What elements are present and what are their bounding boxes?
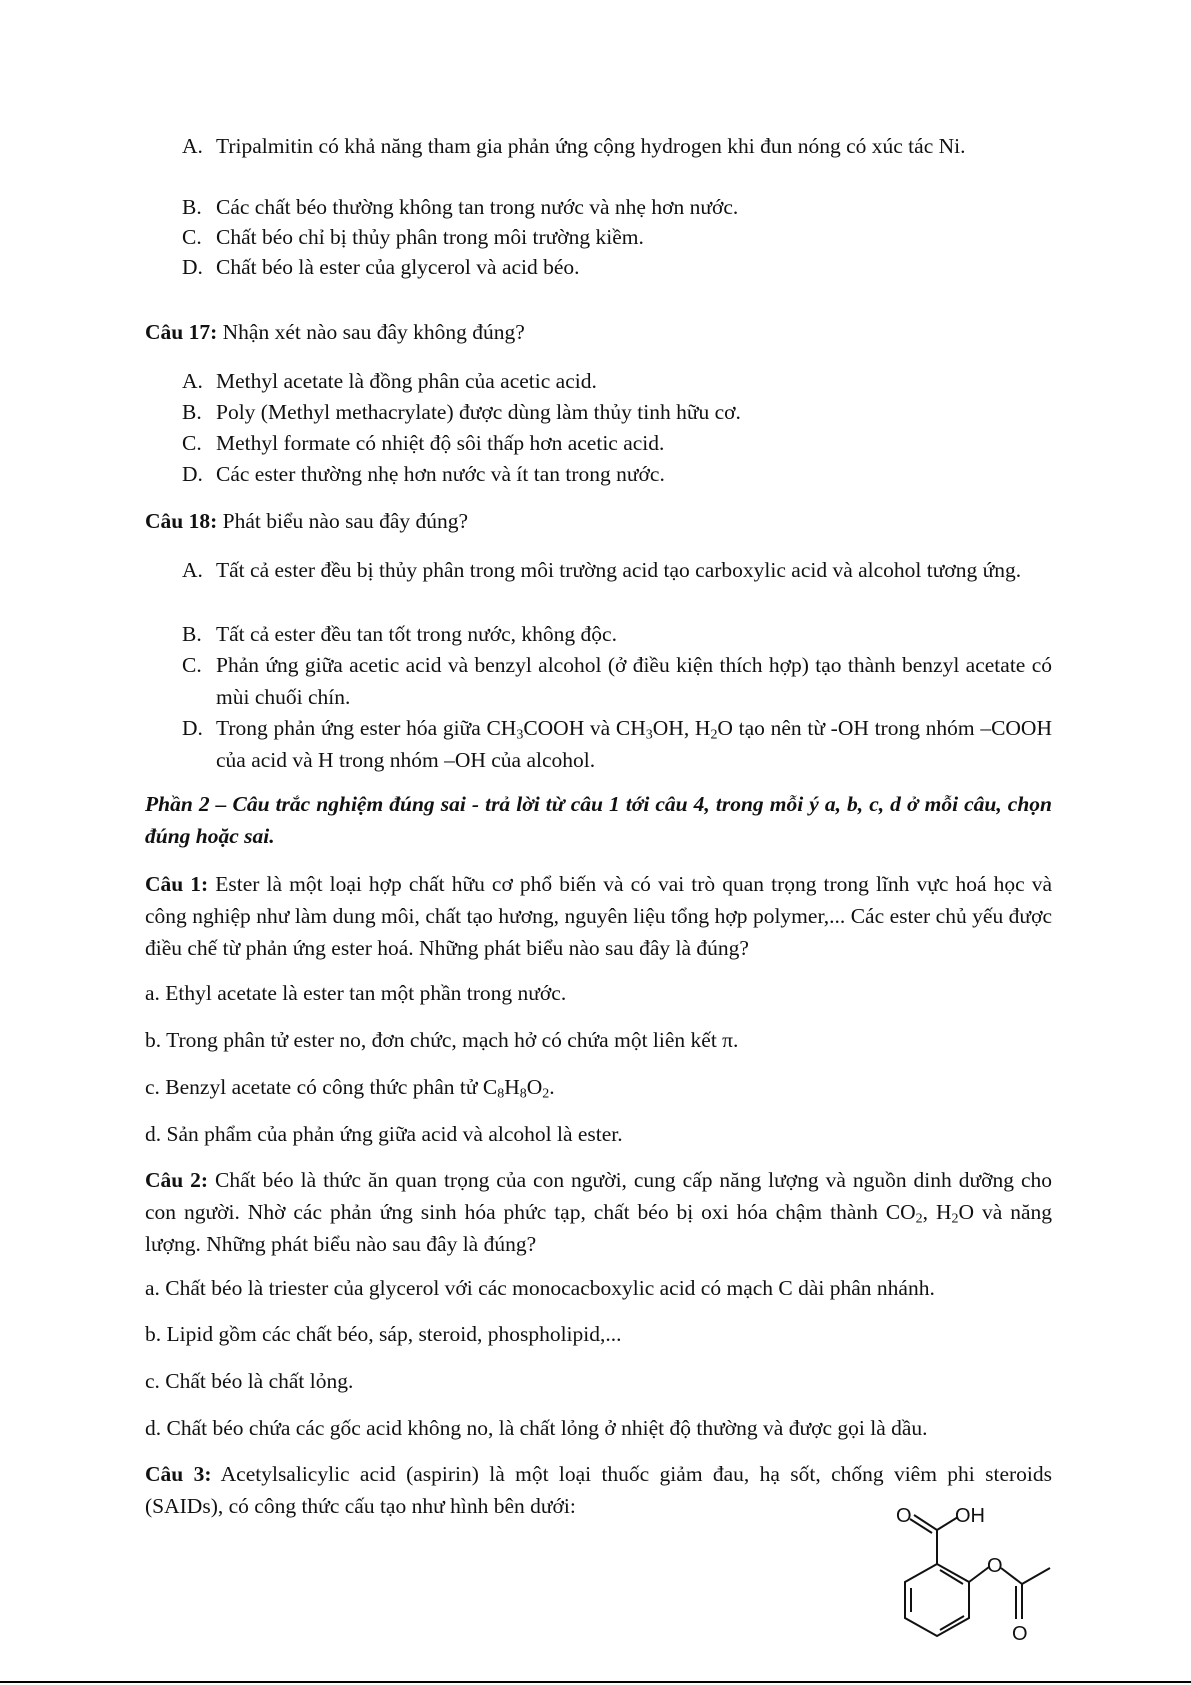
- carbonyl-double-bond: [910, 1519, 932, 1533]
- subscript: 3: [645, 727, 653, 743]
- option-letter: B.: [182, 400, 202, 424]
- q18-option-a: [182, 554, 1052, 586]
- q17-option-b: [182, 396, 1052, 428]
- p2q2-statement-c: c. Chất béo là chất lỏng.: [145, 1369, 354, 1393]
- subscript: 2: [915, 1211, 923, 1227]
- option-text: Tất cả ester đều tan tốt trong nước, không độc.: [216, 622, 617, 646]
- subscript: 8: [497, 1086, 505, 1102]
- subscript: 3: [516, 727, 524, 743]
- q17-option-d: [182, 458, 1052, 490]
- text-run: OH, H: [652, 716, 711, 740]
- q16-option-d: [182, 251, 1052, 283]
- q17-option-c: [182, 427, 1052, 459]
- p2q1-statement-d: d. Sản phẩm của phản ứng giữa acid và alcohol là ester.: [145, 1122, 623, 1146]
- option-text: Tất cả ester đều bị thủy phân trong môi trường acid tạo carboxylic acid và alcohol tương ứng.: [216, 558, 1022, 582]
- p2q1-statement-c: [145, 1071, 1052, 1103]
- part2-question-1: [145, 868, 1052, 964]
- option-letter: A.: [182, 134, 203, 158]
- text-run: c. Benzyl acetate có công thức phân tử C: [145, 1075, 498, 1099]
- q18-option-c: [182, 649, 1052, 713]
- text-run: Trong phản ứng ester hóa giữa CH: [216, 716, 517, 740]
- option-letter: D.: [182, 462, 203, 486]
- option-letter: A.: [182, 558, 203, 582]
- part2-question-2: [145, 1164, 1052, 1260]
- p2q1-statement-b: b. Trong phân tử ester no, đơn chức, mạch hở có chứa một liên kết π.: [145, 1028, 739, 1052]
- question-stem: Nhận xét nào sau đây không đúng?: [217, 320, 525, 344]
- option-text: Poly (Methyl methacrylate) được dùng làm thủy tinh hữu cơ.: [216, 400, 741, 424]
- p2q2-statement-b: b. Lipid gồm các chất béo, sáp, steroid, phospholipid,...: [145, 1322, 622, 1346]
- ester-oxygen-bond: [969, 1567, 989, 1582]
- p2q2-statement-a: a. Chất béo là triester của glycerol với các monocacboxylic acid có mạch C dài phân nhánh.: [145, 1276, 935, 1300]
- question-label: Câu 1:: [145, 872, 209, 896]
- text-run: O: [526, 1075, 543, 1099]
- subscript: 2: [542, 1086, 550, 1102]
- option-letter: C.: [182, 225, 202, 249]
- q18-option-b: [182, 618, 1052, 650]
- text-run: H: [504, 1075, 520, 1099]
- page-bottom-rule: [0, 1681, 1191, 1683]
- option-text: Phản ứng giữa acetic acid và benzyl alcohol (ở điều kiện thích hợp) tạo thành benzyl acetate có mùi chuối chín.: [216, 653, 1052, 709]
- option-letter: D.: [182, 255, 203, 279]
- option-letter: A.: [182, 369, 203, 393]
- option-text: Chất béo là ester của glycerol và acid béo.: [216, 255, 580, 279]
- option-text: Tripalmitin có khả năng tham gia phản ứng cộng hydrogen khi đun nóng có xúc tác Ni.: [216, 134, 966, 158]
- aspirin-bonds: [905, 1515, 1050, 1636]
- benzene-ring: [905, 1564, 969, 1636]
- text-run: COOH và CH: [523, 716, 646, 740]
- subscript: 8: [519, 1086, 527, 1102]
- ester-bond: [1001, 1568, 1022, 1584]
- ester-oxygen-label: O: [987, 1555, 1003, 1577]
- ester-carbonyl-oxygen-label: O: [1012, 1623, 1028, 1645]
- p2q2-statement-d: d. Chất béo chứa các gốc acid không no, là chất lỏng ở nhiệt độ thường và được gọi là dầu.: [145, 1416, 928, 1440]
- aspirin-structure-diagram: [880, 1500, 1080, 1670]
- text-run: Chất béo là thức ăn quan trọng của con người, cung cấp năng lượng và nguồn dinh dưỡng cho con người. Nhờ các phản ứng sinh hóa phức tạp, chất béo bị oxi hóa chậm thành CO: [145, 1168, 1052, 1224]
- question-stem: Ester là một loại hợp chất hữu cơ phổ biến và có vai trò quan trọng trong lĩnh vực hoá học và công nghiệp như làm dung môi, chất tạo hương, nguyên liệu tổng hợp polymer,... Các ester chủ yếu được điều chế từ phản ứng ester hoá. Những phát biểu nào sau đây là đúng?: [145, 872, 1053, 960]
- question-label: Câu 18:: [145, 509, 218, 533]
- p2q1-statement-a: a. Ethyl acetate là ester tan một phần trong nước.: [145, 981, 567, 1005]
- part2-heading: Phần 2 – Câu trắc nghiệm đúng sai - trả lời từ câu 1 tới câu 4, trong mỗi ý a, b, c, d ở mỗi câu, chọn đúng hoặc sai.: [145, 792, 1052, 848]
- hydroxyl-label: OH: [955, 1505, 985, 1527]
- q17-option-a: [182, 365, 1052, 397]
- option-letter: D.: [182, 716, 203, 740]
- option-text: Methyl formate có nhiệt độ sôi thấp hơn acetic acid.: [216, 431, 665, 455]
- option-text: Các ester thường nhẹ hơn nước và ít tan trong nước.: [216, 462, 665, 486]
- option-text: Chất béo chỉ bị thủy phân trong môi trường kiềm.: [216, 225, 644, 249]
- question-17: [145, 316, 1052, 348]
- methyl-bond: [1022, 1568, 1050, 1584]
- question-stem: Phát biểu nào sau đây đúng?: [217, 509, 469, 533]
- text-run: , H: [922, 1200, 952, 1224]
- q16-option-a: [182, 130, 1052, 162]
- option-letter: C.: [182, 653, 202, 677]
- option-letter: B.: [182, 195, 202, 219]
- text-run: O tạo nên từ -OH trong nhóm –COOH của acid và H trong nhóm –OH của alcohol.: [216, 716, 1052, 772]
- q16-option-b: [182, 191, 1052, 223]
- text-run: O và năng lượng. Những phát biểu nào sau đây là đúng?: [145, 1200, 1052, 1256]
- subscript: 2: [951, 1211, 959, 1227]
- question-label: Câu 17:: [145, 320, 218, 344]
- q16-option-c: [182, 221, 1052, 253]
- option-text: [216, 712, 1052, 776]
- subscript: 2: [710, 727, 718, 743]
- question-18: [145, 505, 1052, 537]
- option-text: Methyl acetate là đồng phân của acetic acid.: [216, 369, 597, 393]
- q18-option-d: [182, 712, 1052, 776]
- question-label: Câu 2:: [145, 1168, 209, 1192]
- option-letter: B.: [182, 622, 202, 646]
- text-run: .: [549, 1075, 555, 1099]
- question-label: Câu 3:: [145, 1462, 212, 1486]
- question-stem: Acetylsalicylic acid (aspirin) là một loại thuốc giảm đau, hạ sốt, chống viêm phi steroids (SAIDs), có công thức cấu tạo như hình bên dưới:: [145, 1462, 1052, 1518]
- option-letter: C.: [182, 431, 202, 455]
- option-text: Các chất béo thường không tan trong nước và nhẹ hơn nước.: [216, 195, 739, 219]
- carbonyl-oxygen-label: O: [896, 1505, 912, 1527]
